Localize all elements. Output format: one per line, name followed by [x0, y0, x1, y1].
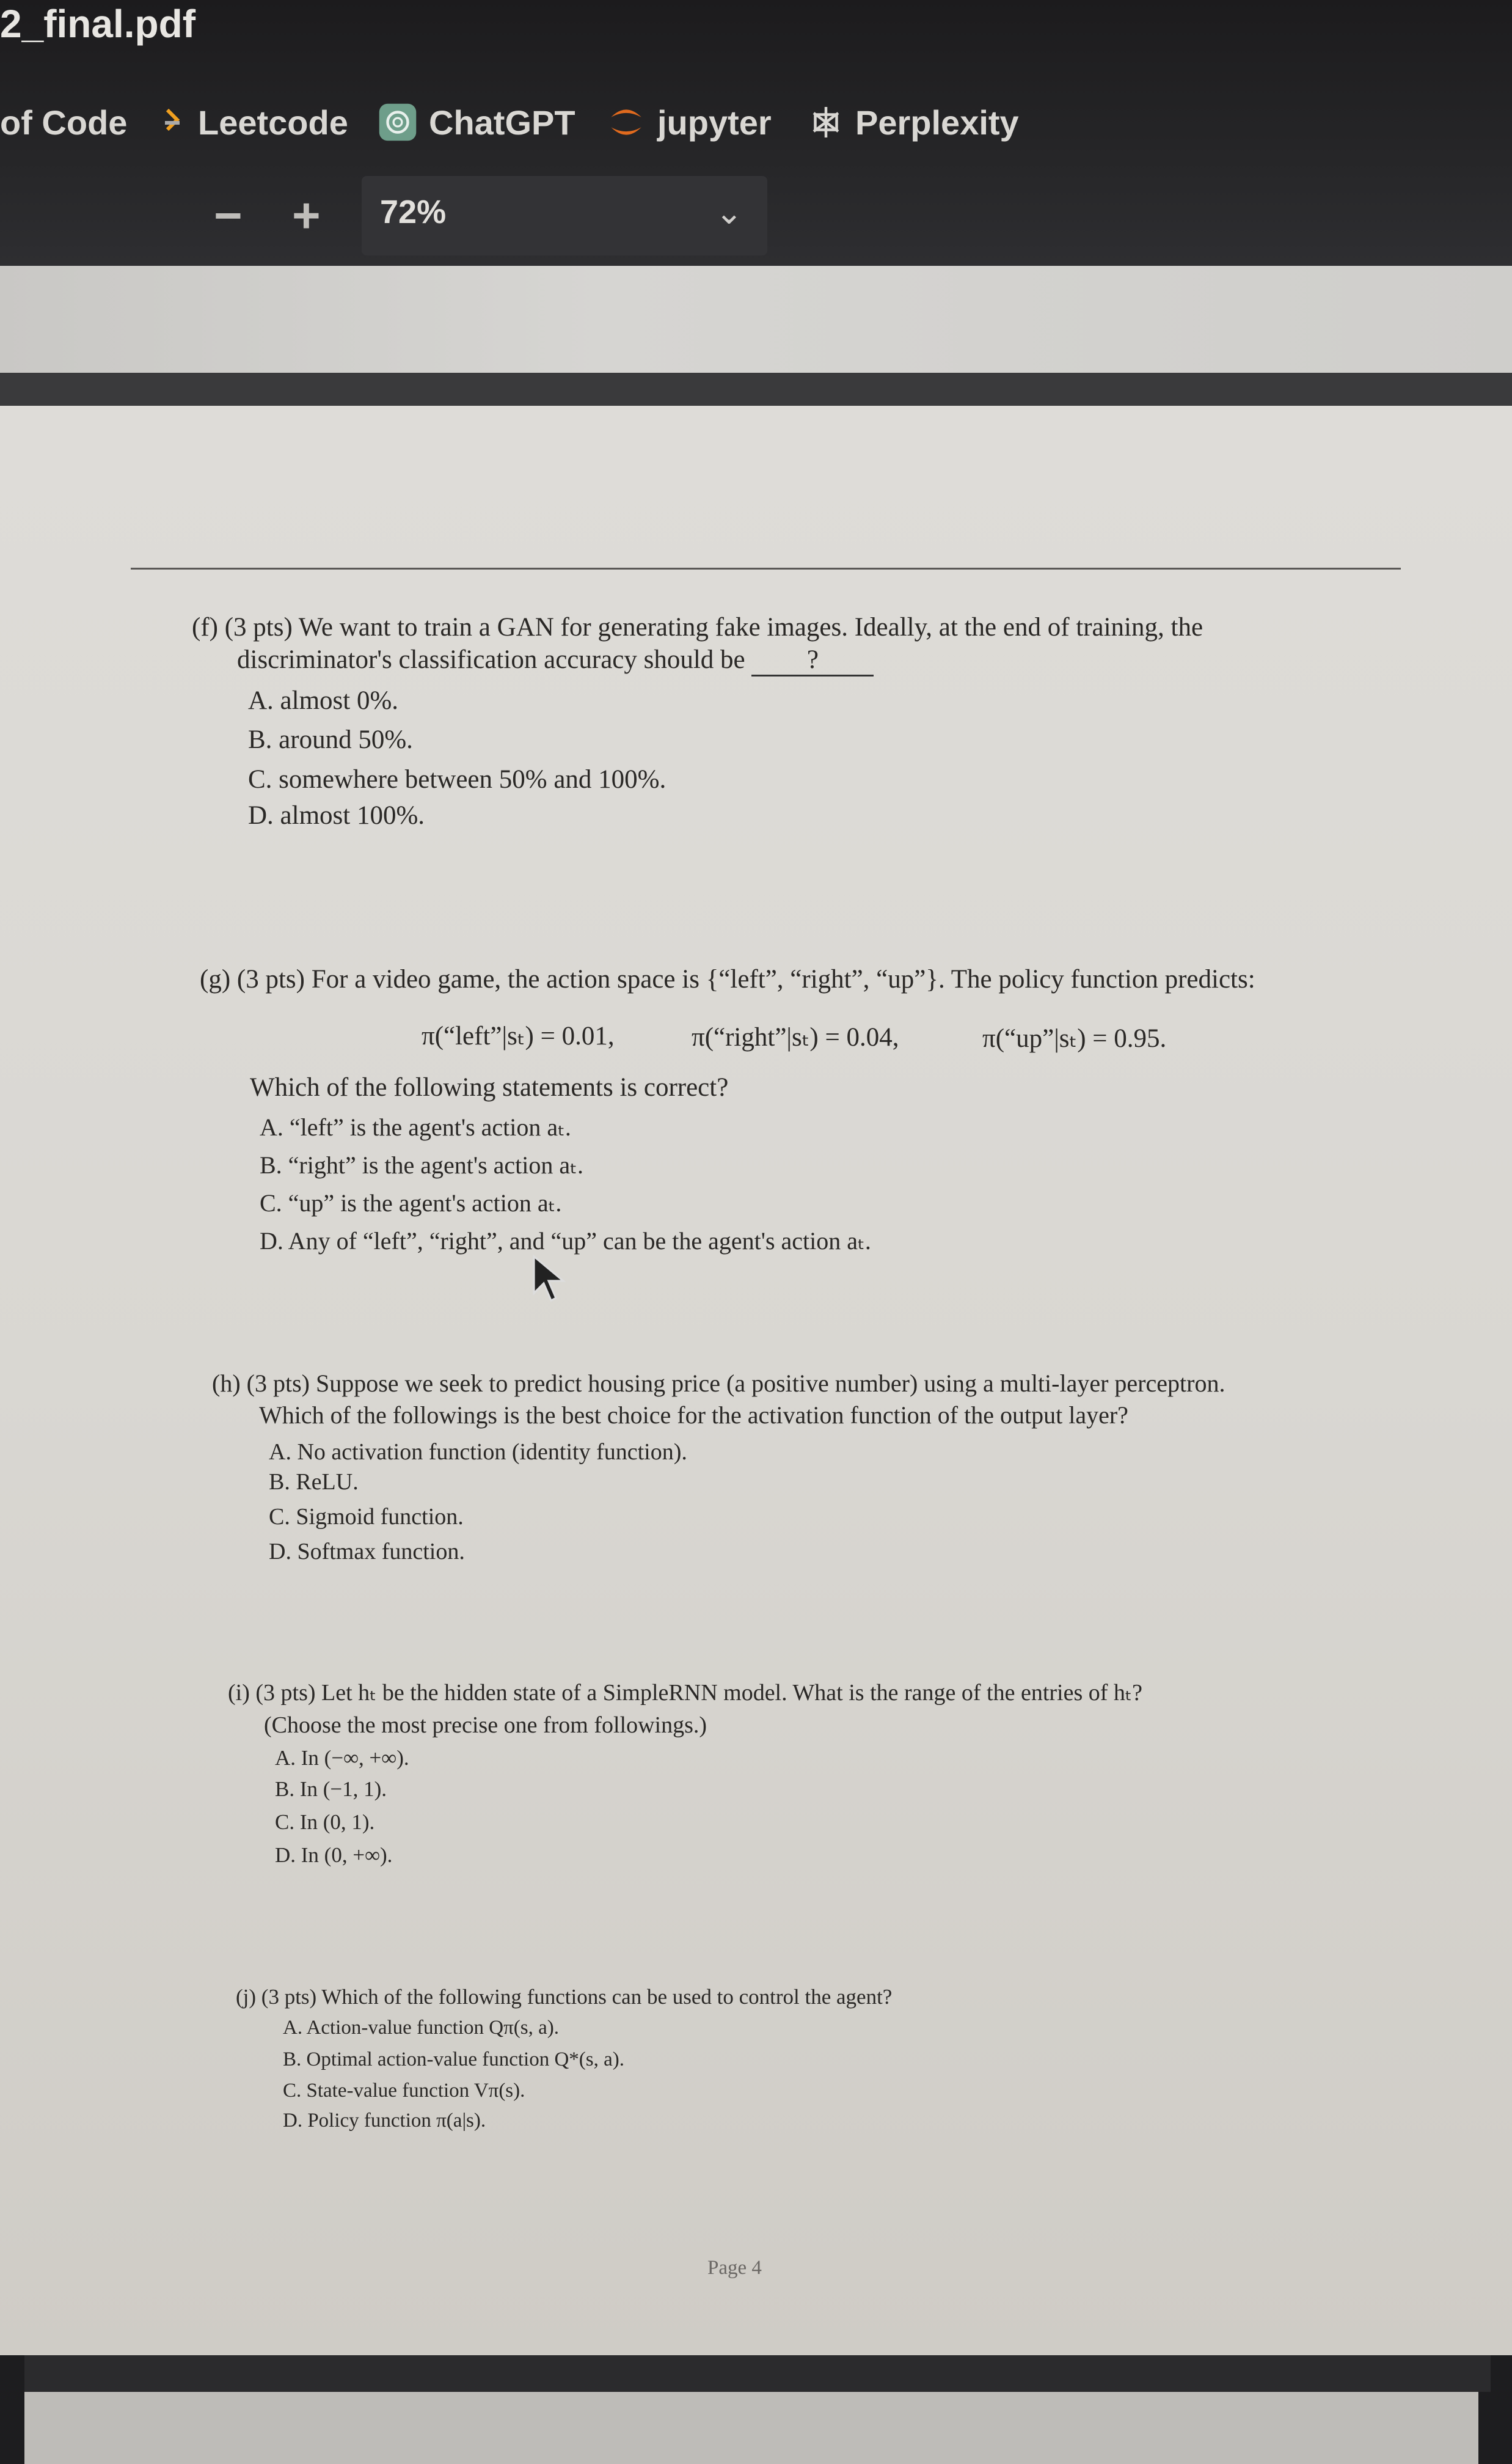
option-g-a: A. “left” is the agent's action aₜ. [260, 1113, 571, 1141]
option-h-a: A. No activation function (identity function). [269, 1439, 687, 1465]
question-h-line2: Which of the followings is the best choice for the activation function of the output layer? [259, 1401, 1128, 1429]
page-number: Page 4 [707, 2257, 762, 2279]
bookmark-perplexity[interactable] [808, 101, 1019, 144]
option-j-c: C. State-value function Vπ(s). [283, 2080, 525, 2102]
formula-up: π(“up”|sₜ) = 0.95. [982, 1024, 1167, 1053]
browser-top-bar [0, 0, 1512, 266]
bookmark-label: of Code [0, 103, 128, 142]
question-f-line2 [237, 645, 874, 676]
header-rule [131, 568, 1401, 570]
chevron-down-icon: ⌄ [715, 194, 743, 231]
bookmark-label: jupyter [657, 103, 772, 142]
page-separator [0, 373, 1512, 406]
question-f-text: discriminator's classification accuracy should be [237, 645, 745, 674]
previous-page-bottom [0, 266, 1512, 373]
option-g-c: C. “up” is the agent's action aₜ. [260, 1189, 562, 1217]
question-g-prompt: Which of the following statements is correct? [250, 1073, 729, 1102]
option-f-b: B. around 50%. [248, 725, 413, 754]
window-title: 2_final.pdf [0, 2, 196, 46]
next-page-top [24, 2392, 1478, 2464]
option-j-b: B. Optimal action-value function Q*(s, a). [283, 2048, 625, 2070]
question-h-header: (h) (3 pts) Suppose we seek to predict housing price (a positive number) using a multi-layer perceptron. [212, 1370, 1225, 1397]
option-i-d: D. In (0, +∞). [275, 1843, 393, 1867]
option-f-a: A. almost 0%. [248, 686, 399, 715]
option-j-d: D. Policy function π(a|s). [283, 2110, 486, 2132]
question-j-header: (j) (3 pts) Which of the following functions can be used to control the agent? [236, 1985, 893, 2009]
question-g-header: (g) (3 pts) For a video game, the action space is {“left”, “right”, “up”}. The policy function predicts: [200, 965, 1255, 994]
bookmark-label: Perplexity [855, 103, 1019, 142]
question-i-line2: (Choose the most precise one from followings.) [264, 1712, 707, 1738]
jupyter-icon [606, 101, 646, 144]
perplexity-icon [808, 101, 844, 144]
option-f-c: C. somewhere between 50% and 100%. [248, 765, 667, 794]
answer-blank: ? [751, 645, 874, 676]
bookmark-advent-of-code[interactable] [0, 101, 127, 144]
bookmark-label: ChatGPT [429, 103, 575, 142]
bookmark-label: Leetcode [198, 103, 348, 142]
option-g-d: D. Any of “left”, “right”, and “up” can be the agent's action aₜ. [260, 1227, 871, 1255]
option-h-c: C. Sigmoid function. [269, 1504, 464, 1530]
option-f-d: D. almost 100%. [248, 801, 425, 830]
bookmark-chatgpt[interactable] [378, 101, 575, 144]
option-h-d: D. Softmax function. [269, 1539, 465, 1564]
chatgpt-icon [378, 101, 418, 144]
leetcode-icon [160, 101, 187, 144]
question-f-header: (f) (3 pts) We want to train a GAN for generating fake images. Ideally, at the end of training, the [192, 613, 1203, 642]
page-separator-bottom [24, 2355, 1491, 2392]
option-i-b: B. In (−1, 1). [275, 1777, 387, 1801]
option-h-b: B. ReLU. [269, 1469, 359, 1495]
zoom-out-button[interactable]: − [214, 188, 243, 243]
zoom-select[interactable] [362, 176, 767, 255]
bookmark-jupyter[interactable] [606, 101, 772, 144]
zoom-in-button[interactable]: + [292, 188, 321, 243]
bookmark-leetcode[interactable] [160, 101, 348, 144]
option-i-c: C. In (0, 1). [275, 1810, 375, 1834]
option-i-a: A. In (−∞, +∞). [275, 1746, 409, 1770]
mouse-cursor-icon [531, 1254, 568, 1303]
option-g-b: B. “right” is the agent's action aₜ. [260, 1151, 583, 1179]
formula-left: π(“left”|sₜ) = 0.01, [422, 1022, 615, 1050]
question-i-header: (i) (3 pts) Let hₜ be the hidden state of a SimpleRNN model. What is the range of the entries of hₜ? [228, 1680, 1142, 1706]
formula-right: π(“right”|sₜ) = 0.04, [692, 1023, 899, 1052]
option-j-a: A. Action-value function Qπ(s, a). [283, 2017, 559, 2039]
zoom-level: 72% [380, 194, 447, 230]
